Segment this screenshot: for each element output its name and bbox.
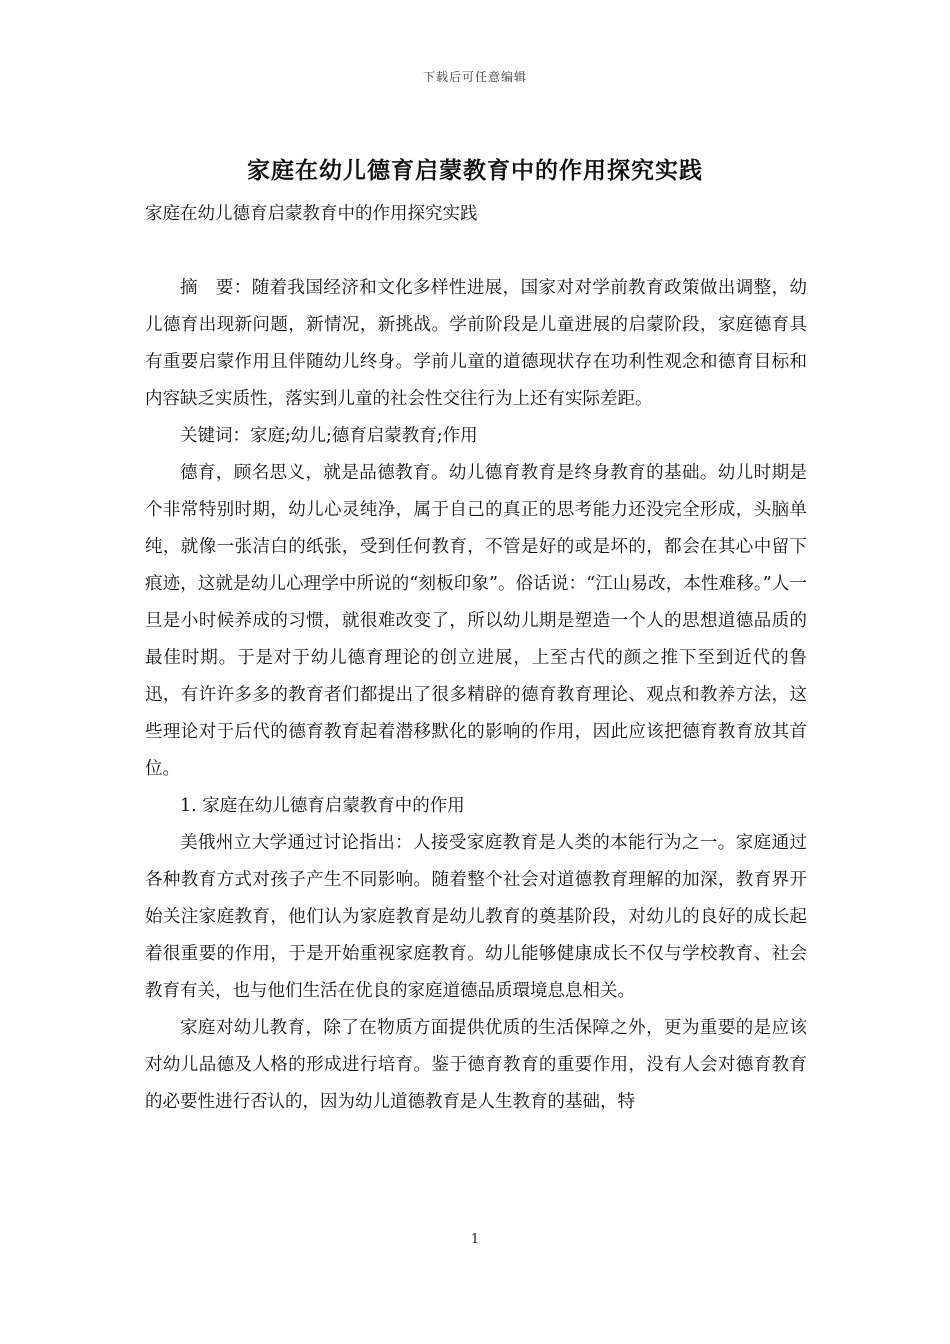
header-note: 下载后可任意编辑: [422, 70, 527, 84]
body-paragraph-2: 美俄州立大学通过讨论指出：人接受家庭教育是人类的本能行为之一。家庭通过各种教育方式对孩子产生不同影响。随着整个社会对道德教育理解的加深，教育界开始关注家庭教育，他们认为家庭教育是幼儿教育的奠基阶段，对幼儿的良好的成长起着很重要的作用，于是开始重视家庭教育。幼儿能够健康成长不仅与学校教育、社会教育有关，也与他们生活在优良的家庭道德品质環境息息相关。: [145, 833, 807, 1001]
page-number: 1: [470, 1232, 480, 1247]
keywords-line: 关键词：家庭;幼儿;德育启蒙教育;作用: [180, 426, 478, 446]
document-body: [145, 196, 807, 1121]
document-title: 家庭在幼儿德育启蒙教育中的作用探究实践: [247, 157, 703, 184]
body-paragraph-1: 德育，顾名思义，就是品德教育。幼儿德育教育是终身教育的基础。幼儿时期是个非常特别时期，幼儿心灵纯净，属于自己的真正的思考能力还没完全形成，头脑单纯，就像一张洁白的纸张，受到任何教育，不管是好的或是坏的，都会在其心中留下痕迹，这就是幼儿心理学中所说的“刻板印象”。俗话说：“江山易改，本性难移。”人一旦是小时候养成的习惯，就很难改变了，所以幼儿期是塑造一个人的思想道德品质的最佳时期。于是对于幼儿德育理论的创立进展，上至古代的颜之推下至到近代的鲁迅，有许许多多的教育者们都提出了很多精辟的德育教育理论、观点和教养方法，这些理论对于后代的德育教育起着潜移默化的影响的作用，因此应该把德育教育放其首位。: [145, 463, 807, 779]
abstract-paragraph: 摘 要：随着我国经济和文化多样性进展，国家对对学前教育政策做出调整，幼儿德育出现新问题，新情况，新挑战。学前阶段是儿童进展的启蒙阶段，家庭德育具有重要启蒙作用且伴随幼儿终身。学前儿童的道德现状存在功利性观念和德育目标和内容缺乏实质性，落实到儿童的社会性交往行为上还有实际差距。: [145, 278, 807, 409]
section-heading: 1. 家庭在幼儿德育启蒙教育中的作用: [180, 796, 465, 816]
body-paragraph-3: 家庭对幼儿教育，除了在物质方面提供优质的生活保障之外，更为重要的是应该对幼儿品德及人格的形成进行培育。鉴于德育教育的重要作用，没有人会对德育教育的必要性进行否认的，因为幼儿道德教育是人生教育的基础，特: [145, 1018, 807, 1112]
document-subtitle: 家庭在幼儿德育启蒙教育中的作用探究实践: [145, 204, 478, 224]
